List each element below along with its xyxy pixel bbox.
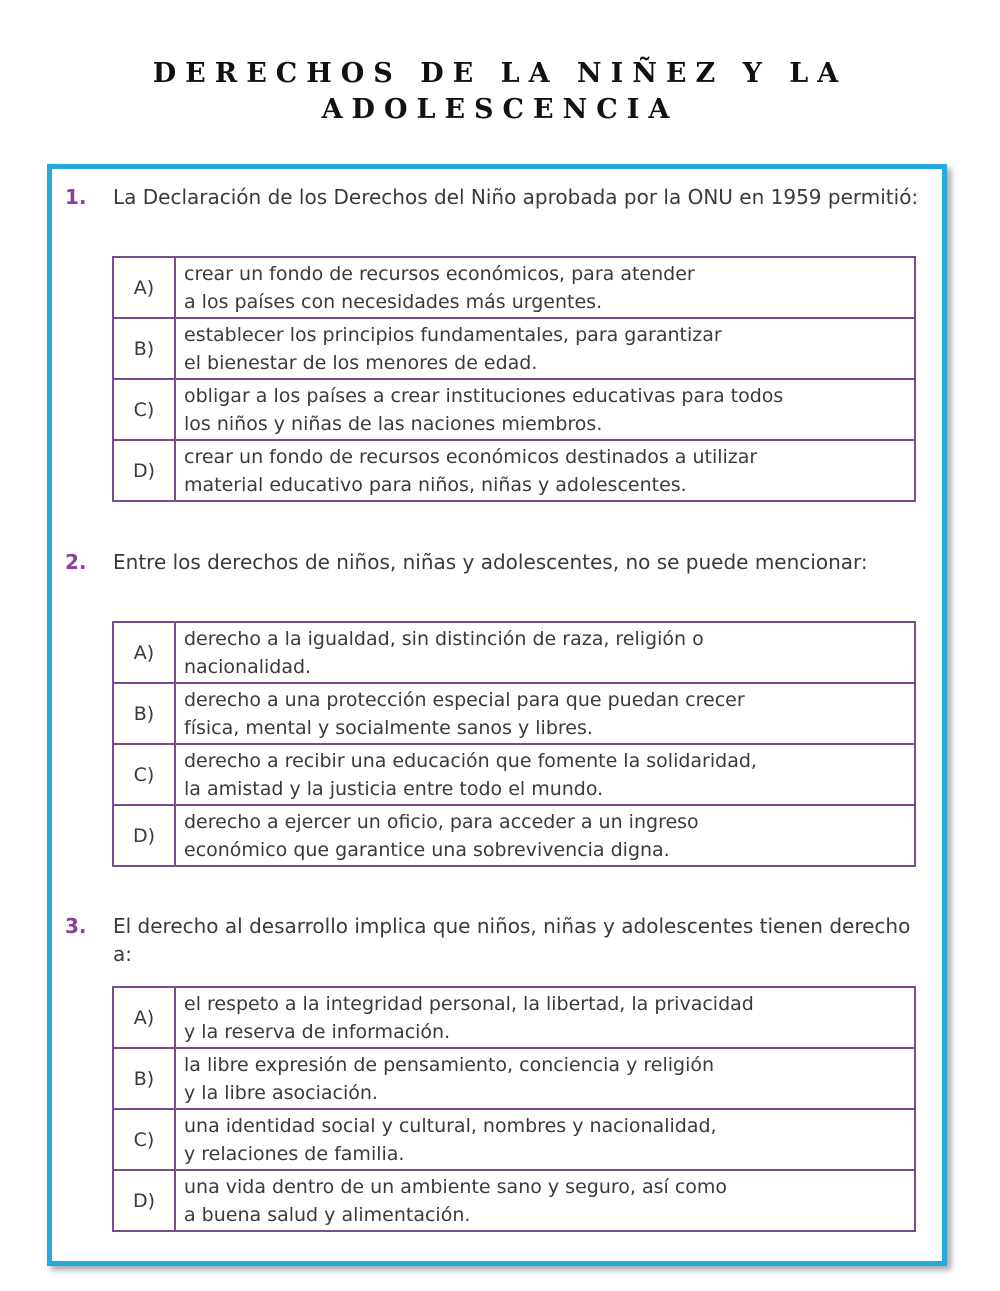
option-text [175,622,915,683]
option-letter: C) [113,1109,175,1170]
question-3-text: El derecho al desarrollo implica que niños, niñas y adolescentes tienen derecho a: [113,914,911,966]
option-text-line-2: nacionalidad. [184,655,312,678]
option-text [175,1170,915,1231]
option-text-line-2: la amistad y la justicia entre todo el mundo. [184,777,604,800]
question-1-number: 1. [65,185,87,209]
question-1-options [112,256,916,502]
question-1-text: La Declaración de los Derechos del Niño aprobada por la ONU en 1959 permitió: [113,185,919,209]
option-text [175,318,915,379]
option-letter: B) [113,683,175,744]
page-title-line-2: ADOLESCENCIA [321,94,679,125]
option-row[interactable] [113,622,915,683]
option-text [175,379,915,440]
option-row[interactable] [113,1170,915,1231]
option-row[interactable] [113,1048,915,1109]
option-text [175,744,915,805]
option-row[interactable] [113,257,915,318]
option-text-line-1: obligar a los países a crear instituciones educativas para todos [184,384,784,407]
option-letter: A) [113,622,175,683]
option-row[interactable] [113,744,915,805]
option-text-line-2: los niños y niñas de las naciones miembros. [184,412,603,435]
option-text-line-2: económico que garantice una sobrevivencia digna. [184,838,670,861]
option-text-line-2: y la libre asociación. [184,1081,378,1104]
option-text-line-1: crear un fondo de recursos económicos destinados a utilizar [184,445,758,468]
option-letter: B) [113,1048,175,1109]
option-text [175,987,915,1048]
option-row[interactable] [113,987,915,1048]
option-letter: A) [113,257,175,318]
option-letter: D) [113,805,175,866]
option-text-line-2: y la reserva de información. [184,1020,451,1043]
option-text [175,1048,915,1109]
option-text-line-2: física, mental y socialmente sanos y libres. [184,716,593,739]
option-letter: C) [113,379,175,440]
option-text-line-1: la libre expresión de pensamiento, conciencia y religión [184,1053,715,1076]
option-text-line-1: derecho a recibir una educación que fomente la solidaridad, [184,749,757,772]
option-text [175,257,915,318]
option-row[interactable] [113,379,915,440]
option-row[interactable] [113,1109,915,1170]
option-letter: B) [113,318,175,379]
option-text-line-1: una vida dentro de un ambiente sano y seguro, así como [184,1175,728,1198]
option-letter: D) [113,1170,175,1231]
option-letter: C) [113,744,175,805]
option-row[interactable] [113,683,915,744]
question-3-number: 3. [65,914,87,938]
option-text-line-1: una identidad social y cultural, nombres y nacionalidad, [184,1114,717,1137]
question-2-text: Entre los derechos de niños, niñas y adolescentes, no se puede mencionar: [113,550,868,574]
option-text-line-1: derecho a una protección especial para que puedan crecer [184,688,745,711]
option-text-line-2: a los países con necesidades más urgentes. [184,290,603,313]
option-text-line-1: derecho a la igualdad, sin distinción de raza, religión o [184,627,704,650]
option-row[interactable] [113,318,915,379]
question-2-options [112,621,916,867]
question-2-number: 2. [65,550,87,574]
option-text-line-1: derecho a ejercer un oficio, para acceder a un ingreso [184,810,699,833]
question-3-options [112,986,916,1232]
option-text [175,805,915,866]
option-text-line-1: el respeto a la integridad personal, la libertad, la privacidad [184,992,754,1015]
option-text [175,683,915,744]
option-text [175,1109,915,1170]
option-text-line-1: establecer los principios fundamentales, para garantizar [184,323,722,346]
option-text-line-2: a buena salud y alimentación. [184,1203,471,1226]
option-text [175,440,915,501]
option-row[interactable] [113,805,915,866]
option-text-line-2: material educativo para niños, niñas y adolescentes. [184,473,687,496]
option-row[interactable] [113,440,915,501]
option-text-line-2: y relaciones de familia. [184,1142,405,1165]
page-title-line-1: DERECHOS DE LA NIÑEZ Y LA [152,58,848,89]
option-text-line-2: el bienestar de los menores de edad. [184,351,538,374]
option-letter: A) [113,987,175,1048]
option-text-line-1: crear un fondo de recursos económicos, para atender [184,262,695,285]
option-letter: D) [113,440,175,501]
